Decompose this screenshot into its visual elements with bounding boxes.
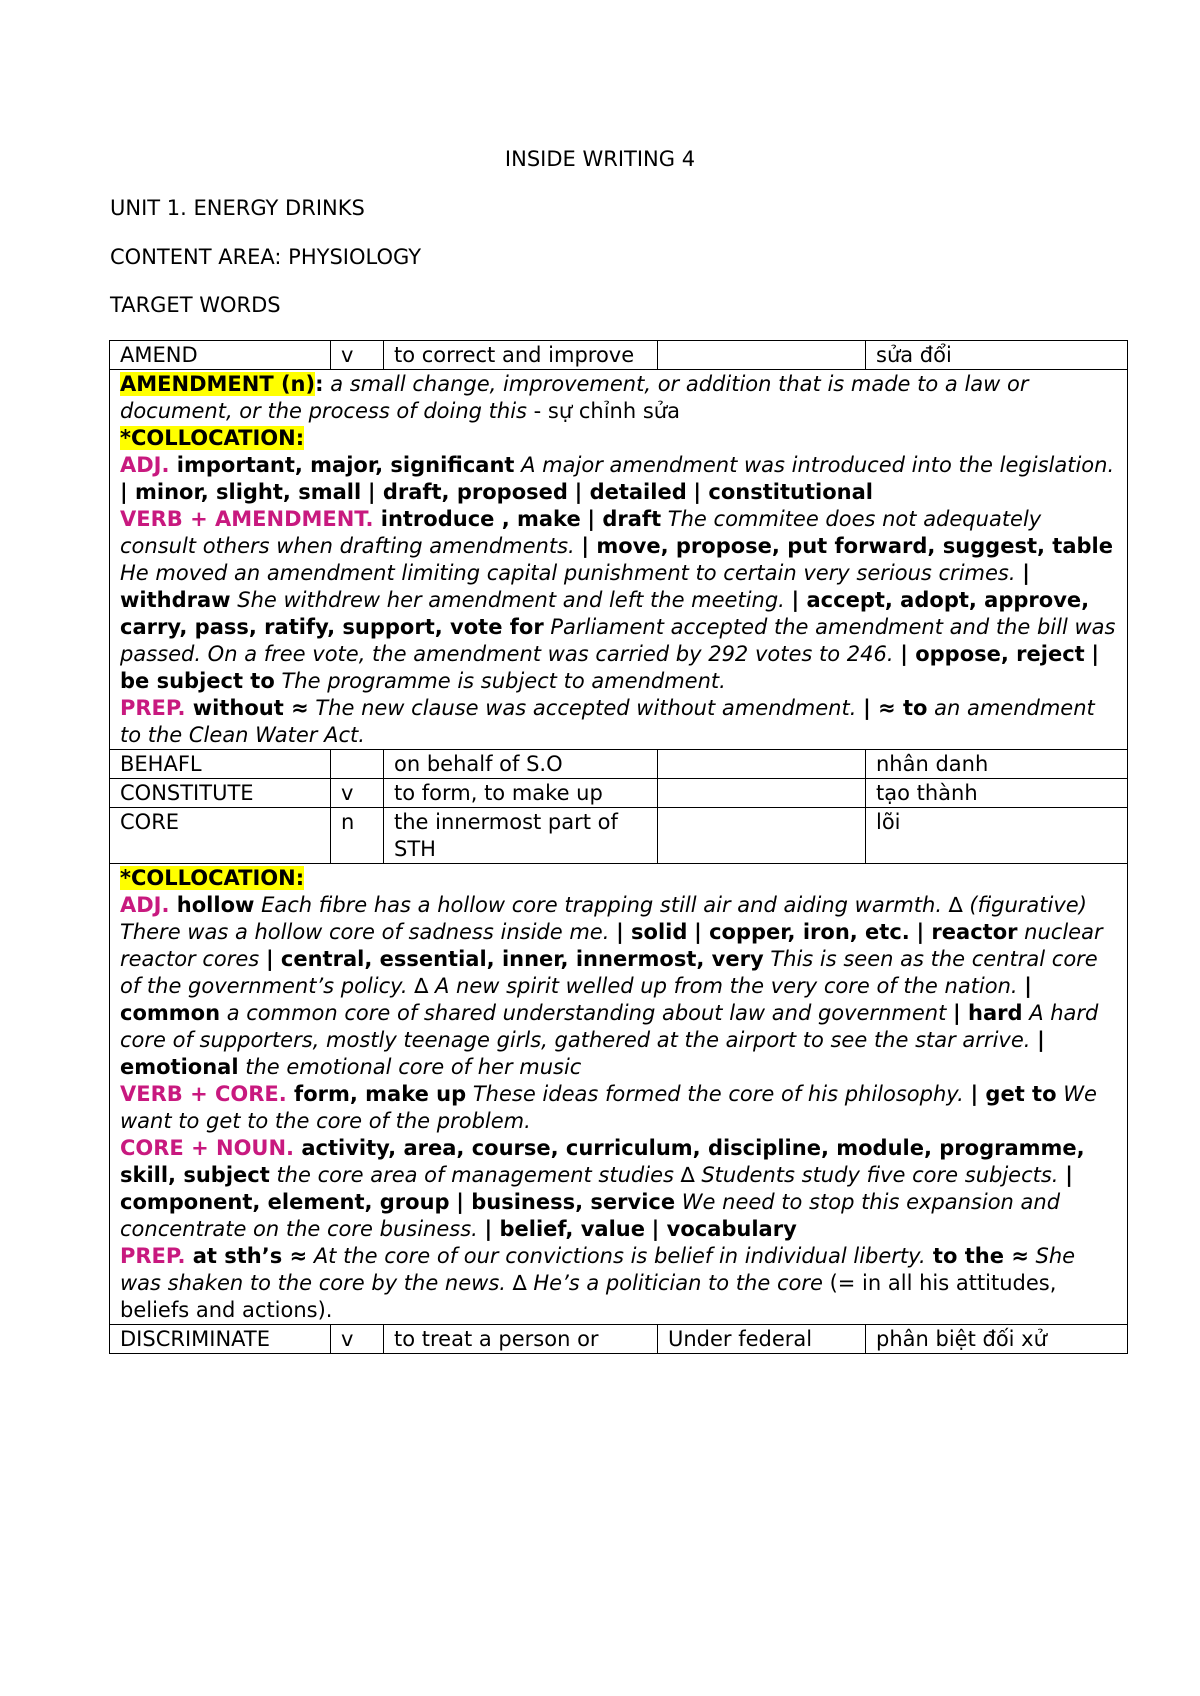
pos-cell: v [331, 1325, 384, 1354]
translation-cell: phân biệt đối xử [866, 1325, 1128, 1354]
collocation-example: nuclear reactor cores [120, 920, 1103, 971]
table-row [110, 341, 1128, 370]
collocation-words: emotional [120, 1055, 239, 1079]
word-cell: CORE [110, 808, 331, 864]
collocation-words: oppose, reject [907, 642, 1085, 666]
separator: | [1022, 561, 1030, 585]
collocation-words: be subject to [120, 669, 275, 693]
collocation-words: copper, iron, etc. [701, 920, 910, 944]
collocation-example: The new clause was accepted without amendment. [308, 696, 857, 720]
pos-cell: v [331, 779, 384, 808]
collocation-example: Each fibre has a hollow core trapping still air and aiding warmth. ∆ (figurative) There was a hollow core of sadness inside me. [120, 893, 1087, 944]
translation-cell: lõi [866, 808, 1128, 864]
collocation-example: He moved an amendment limiting capital punishment to certain very serious crimes. [120, 561, 1016, 585]
definition-cell: to form, to make up [384, 779, 658, 808]
collocation-words: vocabulary [659, 1217, 797, 1241]
collocation-words: central, essential, inner, innermost, very [273, 947, 764, 971]
verb-label: VERB + CORE. [120, 1082, 287, 1106]
translation-cell: sửa đổi [866, 341, 1128, 370]
collocation-words: solid [623, 920, 688, 944]
definition-text: a small change, improvement, or addition that is made to a law or document, or the process of doing this [120, 372, 1029, 423]
collocation-example: At the core of our convictions is belief in individual liberty. [307, 1244, 926, 1268]
separator: | [265, 947, 274, 971]
separator: | [1065, 1163, 1073, 1187]
example-cell [658, 341, 866, 370]
vocabulary-table [109, 340, 1128, 1354]
table-row [110, 779, 1128, 808]
collocation-label: *COLLOCATION: [120, 866, 305, 890]
collocation-example: the core area of management studies ∆ Students study five core subjects. [269, 1163, 1059, 1187]
core-collocation-note [110, 864, 1128, 1325]
collocation-words: draft [595, 507, 662, 531]
translation-cell: nhân danh [866, 750, 1128, 779]
collocation-words: constitutional [701, 480, 873, 504]
collocation-words: to the ≈ [925, 1244, 1029, 1268]
example-cell [658, 779, 866, 808]
separator: | [900, 642, 908, 666]
pos-cell [331, 750, 384, 779]
collocation-words: without ≈ [185, 696, 309, 720]
collocation-words: get to [978, 1082, 1057, 1106]
separator: | [863, 696, 871, 720]
collocation-example: She withdrew her amendment and left the meeting. [230, 588, 785, 612]
table-row [110, 864, 1128, 1325]
separator: | [694, 920, 702, 944]
word-cell: DISCRIMINATE [110, 1325, 331, 1354]
verb-label: VERB + AMENDMENT. [120, 507, 374, 531]
page-title: INSIDE WRITING 4 [504, 147, 696, 171]
separator: | [484, 1217, 493, 1241]
separator: | [916, 920, 925, 944]
separator: | [581, 534, 590, 558]
separator: | [574, 480, 583, 504]
collocation-words: withdraw [120, 588, 231, 612]
pos-cell: v [331, 341, 384, 370]
adj-label: ADJ. [120, 453, 170, 477]
separator: | [1091, 642, 1100, 666]
collocation-example: She was shaken to the core by the news. ∆ He’s a politician to the core [120, 1244, 1076, 1295]
unit-heading: UNIT 1. ENERGY DRINKS [110, 196, 365, 220]
collocation-example: A hard core of supporters, mostly teenage girls, gathered at the airport to see the star arrive. [120, 1001, 1099, 1052]
table-row [110, 370, 1128, 750]
adj-label: ADJ. [120, 893, 170, 917]
pos-cell: n [331, 808, 384, 864]
collocation-words: accept, adopt, approve, carry, pass, ratify, support, vote for [120, 588, 1090, 639]
example-cell: Under federal [658, 1325, 866, 1354]
word-cell: BEHAFL [110, 750, 331, 779]
collocation-words: ≈ to [870, 696, 928, 720]
collocation-example: A major amendment was introduced into the legislation. [514, 453, 1115, 477]
collocation-words: important, major, significant [169, 453, 515, 477]
prep-label: PREP. [120, 696, 186, 720]
collocation-tail: (= in all his attitudes, beliefs and actions). [120, 1271, 1057, 1322]
collocation-example: We want to get to the core of the problem. [120, 1082, 1097, 1133]
separator: | [953, 1001, 961, 1025]
prep-label: PREP. [120, 1244, 186, 1268]
table-row [110, 1325, 1128, 1354]
headword-colon: : [315, 372, 324, 396]
collocation-words: draft, proposed [375, 480, 568, 504]
collocation-words: common [120, 1001, 221, 1025]
collocation-words: component, element, group [120, 1190, 450, 1214]
collocation-words: activity, area, course, curriculum, discipline, module, programme, skill, subject [120, 1136, 1085, 1187]
separator: | [693, 480, 702, 504]
collocation-words: form, make up [286, 1082, 467, 1106]
separator: | [587, 507, 596, 531]
table-row [110, 750, 1128, 779]
word-cell: AMEND [110, 341, 331, 370]
amendment-collocation-note [110, 370, 1128, 750]
definition-cell: to correct and improve [384, 341, 658, 370]
separator: | [651, 1217, 660, 1241]
collocation-words: reactor [924, 920, 1018, 944]
table-row [110, 808, 1128, 864]
collocation-example: an amendment to the Clean Water Act. [120, 696, 1095, 747]
separator: | [367, 480, 376, 504]
collocation-example: The commitee does not adequately consult others when drafting amendments. [120, 507, 1042, 558]
separator: | [616, 920, 624, 944]
content-area-heading: CONTENT AREA: PHYSIOLOGY [110, 245, 422, 269]
example-cell [658, 750, 866, 779]
collocation-example: The programme is subject to amendment. [274, 669, 726, 693]
definition-cell: to treat a person or [384, 1325, 658, 1354]
separator: | [456, 1190, 464, 1214]
collocation-label: *COLLOCATION: [120, 426, 305, 450]
collocation-words: belief, value [492, 1217, 645, 1241]
separator: | [120, 480, 128, 504]
collocation-example: a common core of shared understanding about law and government [220, 1001, 947, 1025]
headword: AMENDMENT (n) [120, 372, 316, 396]
collocation-example: These ideas formed the core of his philosophy. [466, 1082, 964, 1106]
translation-text: - sự chỉnh sửa [527, 399, 680, 423]
example-cell [658, 808, 866, 864]
translation-cell: tạo thành [866, 779, 1128, 808]
separator: | [1024, 974, 1032, 998]
collocation-example: Parliament accepted the amendment and the bill was passed. On a free vote, the amendment was carried by 292 votes to 246. [120, 615, 1116, 666]
target-words-heading: TARGET WORDS [110, 293, 281, 317]
collocation-words: hard [960, 1001, 1023, 1025]
definition-cell: on behalf of S.O [384, 750, 658, 779]
separator: | [791, 588, 800, 612]
separator: | [970, 1082, 979, 1106]
separator: | [1037, 1028, 1045, 1052]
word-cell: CONSTITUTE [110, 779, 331, 808]
collocation-words: introduce , make [373, 507, 581, 531]
collocation-words: move, propose, put forward, suggest, table [589, 534, 1113, 558]
collocation-words: minor, slight, small [127, 480, 362, 504]
noun-label: CORE + NOUN. [120, 1136, 295, 1160]
collocation-example: the emotional core of her music [238, 1055, 582, 1079]
definition-cell: the innermost part of STH [384, 808, 658, 864]
collocation-words: detailed [582, 480, 687, 504]
collocation-example: We need to stop this expansion and concentrate on the core business. [120, 1190, 1061, 1241]
collocation-example: This is seen as the central core of the government’s policy. ∆ A new spirit welled up from the very core of the nation. [120, 947, 1098, 998]
collocation-words: hollow [169, 893, 255, 917]
collocation-words: business, service [463, 1190, 676, 1214]
collocation-words: at sth’s ≈ [185, 1244, 308, 1268]
